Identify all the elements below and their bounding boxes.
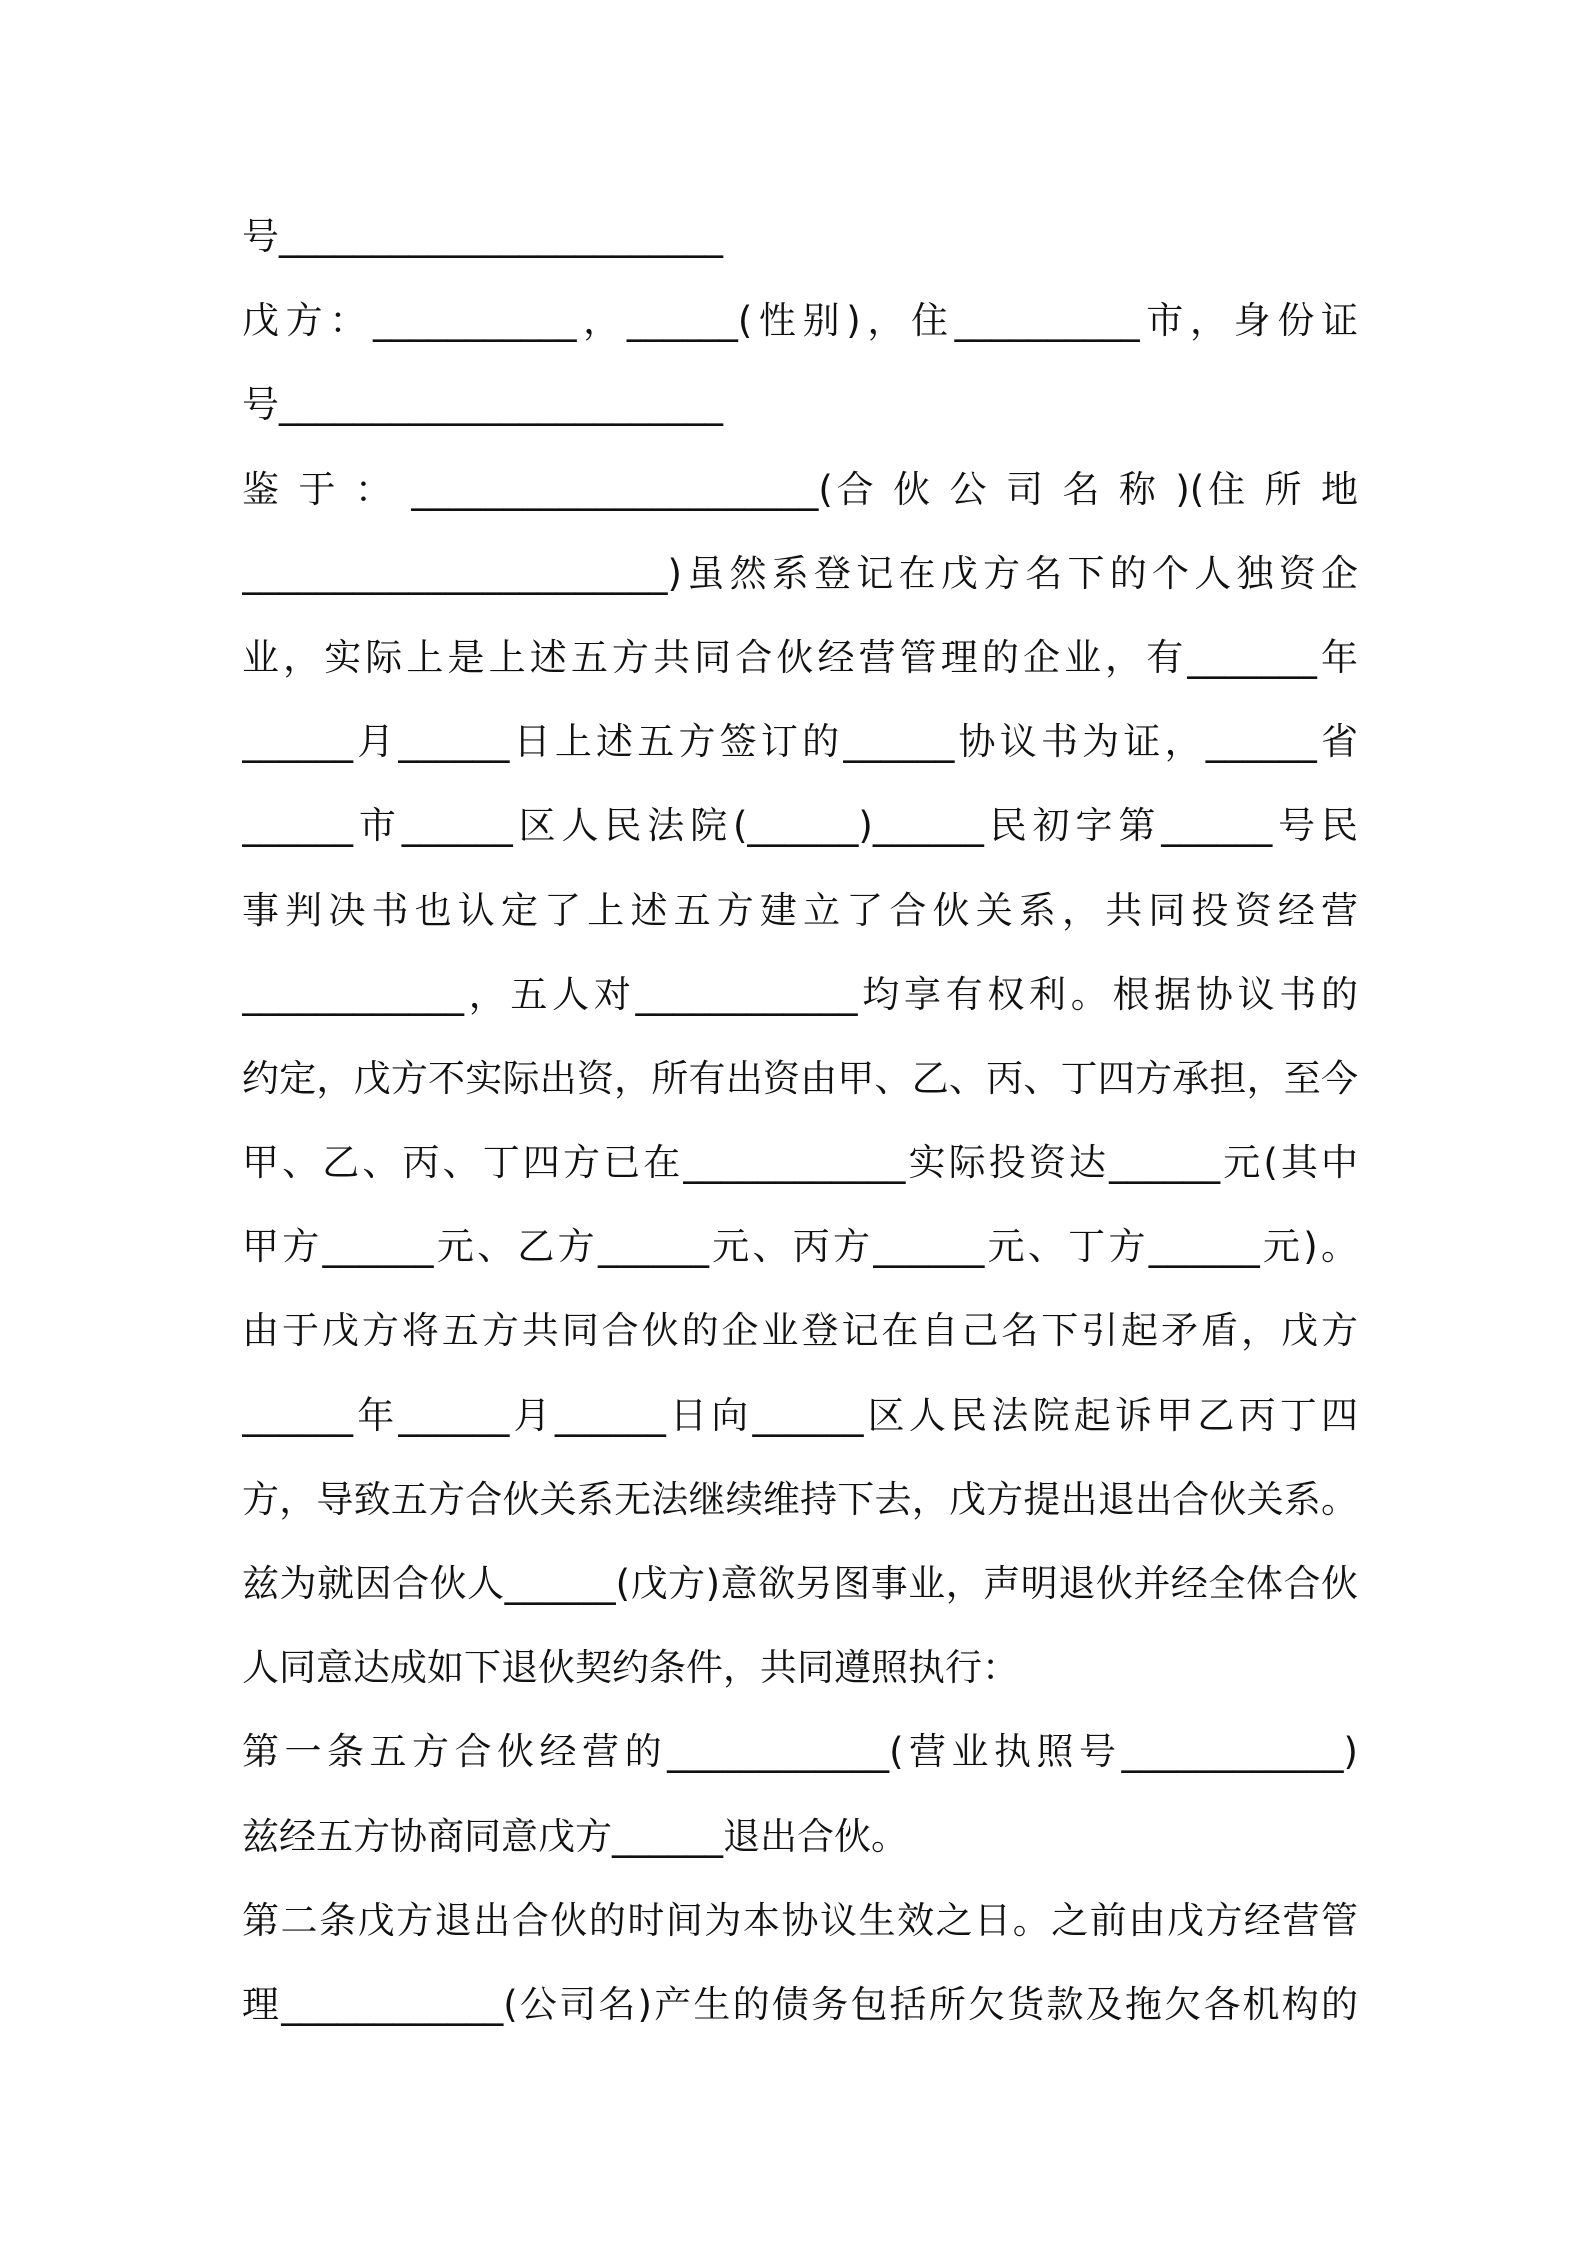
- text-line: ____________，五人对____________均享有权利。根据协议书的: [242, 972, 1358, 1016]
- text-line: 业，实际上是上述五方共同合伙经营管理的企业，有_______年: [242, 635, 1358, 679]
- text-line: 甲、乙、丙、丁四方已在____________实际投资达______元(其中: [242, 1141, 1358, 1185]
- document-page: [242, 195, 1358, 2047]
- text-line: 戊方：___________，______(性别)，住__________市，身份证: [242, 299, 1358, 343]
- text-line: _______________________)虽然系登记在戊方名下的个人独资企: [242, 551, 1358, 595]
- text-line: 约定，戊方不实际出资，所有出资由甲、乙、丙、丁四方承担，至今: [242, 1056, 1358, 1100]
- text-line: ______市______区人民法院(______)______民初字第______号民: [242, 804, 1358, 848]
- text-line: 甲方______元、乙方______元、丙方______元、丁方______元)。: [242, 1225, 1358, 1269]
- text-line: ______月______日上述五方签订的______协议书为证，______省: [242, 720, 1358, 764]
- text-line: 兹为就因合伙人______(戊方)意欲另图事业，声明退伙并经全体合伙: [242, 1562, 1358, 1605]
- text-line: 第二条戊方退出合伙的时间为本协议生效之日。之前由戊方经营管: [242, 1898, 1358, 1942]
- text-line: 号________________________: [242, 215, 723, 258]
- text-line: 由于戊方将五方共同合伙的企业登记在自己名下引起矛盾，戊方: [242, 1309, 1358, 1353]
- text-line: 鉴 于 ： ______________________(合 伙 公 司 名 称 )(住 所 地: [242, 467, 1358, 511]
- text-line: 兹经五方协商同意戊方______退出合伙。: [242, 1814, 908, 1858]
- text-line: 号________________________: [242, 383, 723, 427]
- text-line: 方，导致五方合伙关系无法继续维持下去，戊方提出退出合伙关系。: [242, 1477, 1358, 1521]
- text-line: 人同意达成如下退伙契约条件，共同遵照执行：: [242, 1646, 1019, 1690]
- text-line: 第一条五方合伙经营的____________(营业执照号____________): [242, 1730, 1358, 1774]
- text-line: ______年______月______日向______区人民法院起诉甲乙丙丁四: [242, 1393, 1358, 1437]
- text-line: 理____________(公司名)产生的债务包括所欠货款及拖欠各机构的: [242, 1982, 1358, 2026]
- text-line: 事判决书也认定了上述五方建立了合伙关系，共同投资经营: [242, 888, 1358, 932]
